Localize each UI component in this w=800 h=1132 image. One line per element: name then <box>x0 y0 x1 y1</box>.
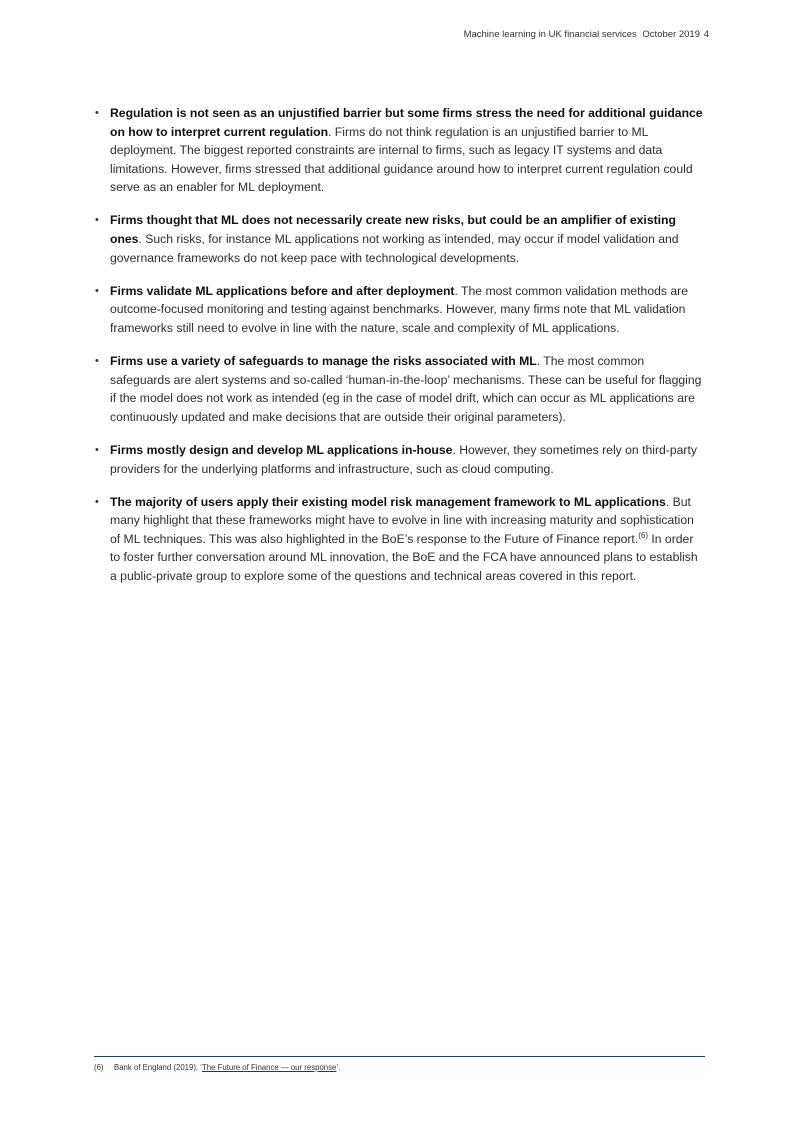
document-title: Machine learning in UK financial services <box>463 29 637 40</box>
bullet-text: . Firms do not think regulation is an unjustified barrier to ML deployment. The biggest reported constraints are internal to firms, such as legacy IT systems and data limitations. However, firms stressed that additional guidance around how to interpret current regulation could serve as an enabler for ML deployment. <box>110 124 693 195</box>
document-date: October 2019 <box>642 29 700 40</box>
bullet-lead: Firms validate ML applications before and after deployment <box>110 283 455 298</box>
bullet-item-safeguards <box>94 352 706 426</box>
bullet-lead: Regulation is not seen as an unjustified barrier but some firms stress the need for additional guidance on how to interpret current regulation <box>110 106 703 139</box>
footnote-number: (6) <box>94 1063 104 1072</box>
footnote-reference[interactable]: (6) <box>638 530 648 540</box>
bullet-item-risks <box>94 211 706 267</box>
bullet-lead: Firms thought that ML does not necessarily create new risks, but could be an amplifier of existing ones <box>110 213 676 247</box>
bullet-lead: The majority of users apply their existing model risk management framework to ML applications <box>110 494 666 509</box>
footnote <box>94 1063 340 1072</box>
page-number: 4 <box>703 29 709 40</box>
bullet-text: . Such risks, for instance ML applications not working as intended, may occur if model validation and governance frameworks do not keep pace with technological developments. <box>110 232 679 265</box>
footnote-prefix: Bank of England (2019), ‘ <box>114 1063 202 1072</box>
footnote-suffix: ’. <box>336 1063 341 1072</box>
footnote-divider <box>94 1056 705 1057</box>
bullet-text: . But many highlight that these frameworks might have to evolve in line with increasing maturity and sophistication of ML techniques. This was also highlighted in the BoE’s response to the Future of Finance report. <box>110 494 694 546</box>
bullet-text: . The most common validation methods are outcome-focused monitoring and testing against benchmarks. However, many firms note that ML validation frameworks still need to evolve in line with the nature, scale and complexity of ML applications. <box>110 283 688 335</box>
page-header <box>463 29 709 40</box>
bullet-text: . However, they sometimes rely on third-party providers for the underlying platforms and infrastructure, such as cloud computing. <box>110 442 697 476</box>
bullet-list <box>94 104 706 600</box>
bullet-text-continued: In order to foster further conversation around ML innovation, the BoE and the FCA have announced plans to establish a public-private group to explore some of the questions and technical areas covered in this report. <box>110 531 698 583</box>
footnote-link[interactable]: The Future of Finance — our response <box>202 1063 337 1072</box>
bullet-item-regulation <box>94 104 706 197</box>
bullet-lead: Firms use a variety of safeguards to manage the risks associated with ML <box>110 354 537 369</box>
bullet-item-in-house <box>94 441 706 478</box>
bullet-text: . The most common safeguards are alert systems and so-called ‘human-in-the-loop’ mechanisms. These can be useful for flagging if the model does not work as intended (eg in the case of model drift, which can occur as ML applications are continuously updated and make decisions that are outside their original parameters). <box>110 354 702 424</box>
bullet-item-model-risk <box>94 493 706 586</box>
bullet-item-validation <box>94 282 706 338</box>
bullet-lead: Firms mostly design and develop ML applications in-house <box>110 442 453 457</box>
